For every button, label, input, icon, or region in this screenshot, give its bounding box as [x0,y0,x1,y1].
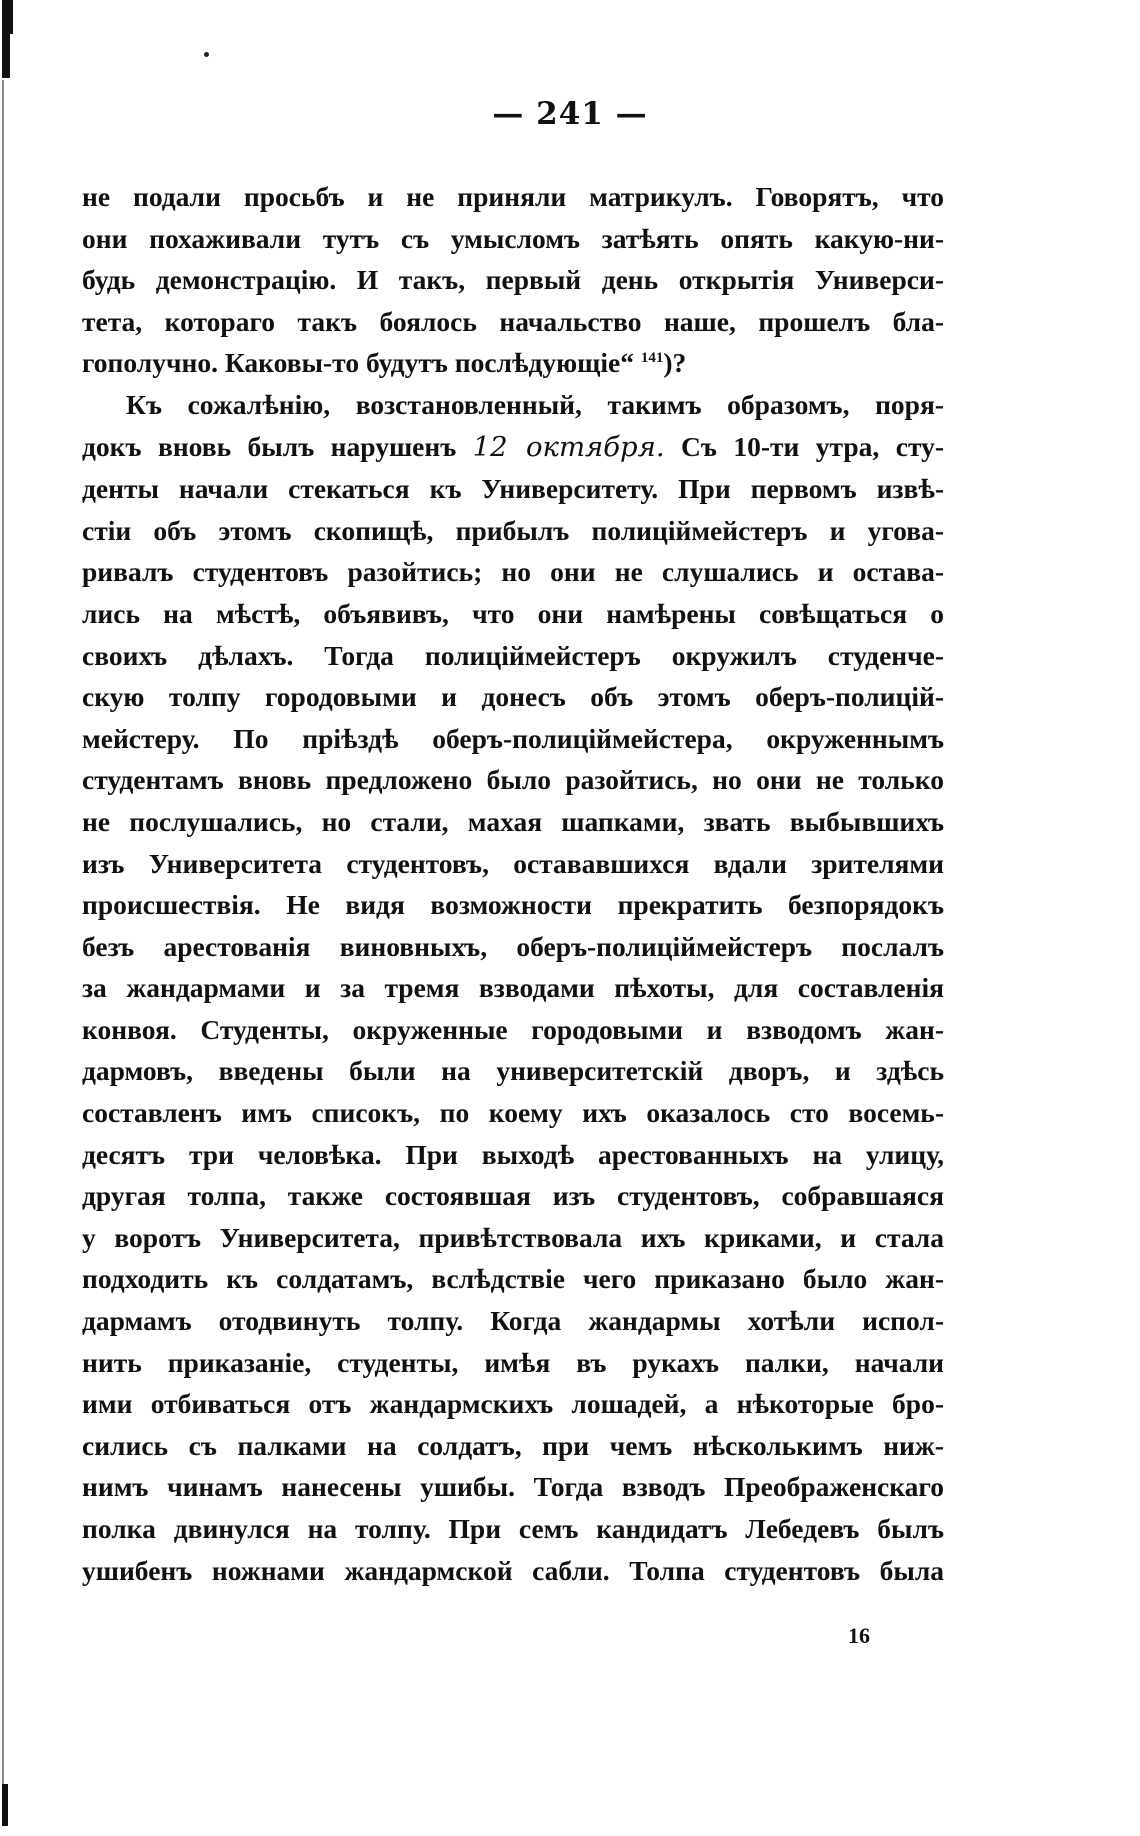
running-head-page-number: — 241 — [492,96,648,132]
text-line: нимъ чинамъ нанесены ушибы. Тогда взводъ Преображенскаго [82,1471,944,1503]
binding-mark-top [2,0,10,78]
text-line: дармовъ, введены были на университетскій дворъ, и здѣсь [82,1055,944,1087]
text-fragment: гополучно. Каковы-то будутъ послѣдующіе“ [82,347,634,379]
text-line: безъ арестованія виновныхъ, оберъ-полиціймейстеръ послалъ [82,930,944,962]
text-line: они похаживали тутъ съ умысломъ затѣять опять какую-ни- [82,222,944,254]
text-line: за жандармами и за тремя взводами пѣхоты, для составленія [82,972,944,1004]
text-line: не подали просьбъ и не приняли матрикулъ. Говорятъ, что [82,181,944,212]
text-line: ими отбиваться отъ жандармскихъ лошадей, а нѣкоторые бро- [82,1388,944,1420]
text-line: студентамъ вновь предложено было разойтись, но они не только [82,764,944,796]
text-line: не послушались, но стали, махая шапками, звать выбывшихъ [82,805,944,837]
text-line: ривалъ студентовъ разойтись; но они не слушались и остава- [82,556,944,588]
binding-edge-line [2,80,4,1820]
text-line: денты начали стекаться къ Университету. При первомъ извѣ- [82,473,944,505]
text-line: конвоя. Студенты, окруженные городовыми и взводомъ жан- [82,1013,944,1045]
text-line: нить приказаніе, студенты, имѣя въ рукахъ палки, начали [82,1346,944,1378]
scan-speck [204,52,209,57]
text-line: скую толпу городовыми и донесъ объ этомъ оберъ-полицій- [82,681,944,713]
text-line: изъ Университета студентовъ, остававшихся вдали зрителями [82,847,944,879]
text-line: стіи объ этомъ скопищѣ, прибылъ полиціймейстеръ и угова- [82,514,944,546]
text-line: десятъ три человѣка. При выходѣ арестованныхъ на улицу, [82,1138,944,1170]
text-line: подходить къ солдатамъ, вслѣдствіе чего приказано было жан- [82,1263,944,1295]
text-line: ушибенъ ножнами жандармской сабли. Толпа студентовъ была [82,1554,944,1586]
text-line-with-date [82,426,944,469]
body-text [82,176,944,1591]
text-line: у воротъ Университета, привѣтствовала ихъ криками, и стала [82,1221,944,1253]
text-line-paragraph-start: Къ сожалѣнію, возстановленный, такимъ образомъ, поря- [126,388,944,420]
text-line: своихъ дѣлахъ. Тогда полиціймейстеръ окружилъ студенче- [82,639,944,671]
text-line: полка двинулся на толпу. При семъ кандидатъ Лебедевъ былъ [82,1513,944,1544]
text-fragment: докъ вновь былъ нарушенъ [82,430,457,462]
text-line: сились съ палками на солдатъ, при чемъ нѣсколькимъ ниж- [82,1429,944,1461]
text-line: происшествія. Не видя возможности прекратить безпорядокъ [82,889,944,921]
emphasized-date: 12 октября. [472,430,665,463]
text-line: тета, котораго такъ боялось начальство наше, прошелъ бла- [82,305,944,337]
text-line: мейстеру. По пріѣздѣ оберъ-полиціймейстера, окруженнымъ [82,722,944,754]
text-line: составленъ имъ списокъ, по коему ихъ оказалось сто восемь- [82,1097,944,1129]
page-binding-edge [0,0,26,1836]
text-line-paragraph-end [82,342,944,384]
text-line: лись на мѣстѣ, объявивъ, что они намѣрены совѣщаться о [82,597,944,629]
text-line: будь демонстрацію. И такъ, первый день открытія Универси- [82,264,944,296]
text-line: дармамъ отодвинуть толпу. Когда жандармы хотѣли испол- [82,1305,944,1337]
printer-signature-mark: 16 [848,1623,870,1648]
text-line: другая толпа, также состоявшая изъ студентовъ, собравшаяся [82,1180,944,1212]
text-fragment: Съ 10-ти утра, сту- [681,430,944,462]
binding-mark-top-secondary [10,0,13,34]
footnote-reference: 141 [640,350,664,367]
text-fragment: )? [663,347,687,379]
binding-mark-bottom [2,1784,8,1826]
